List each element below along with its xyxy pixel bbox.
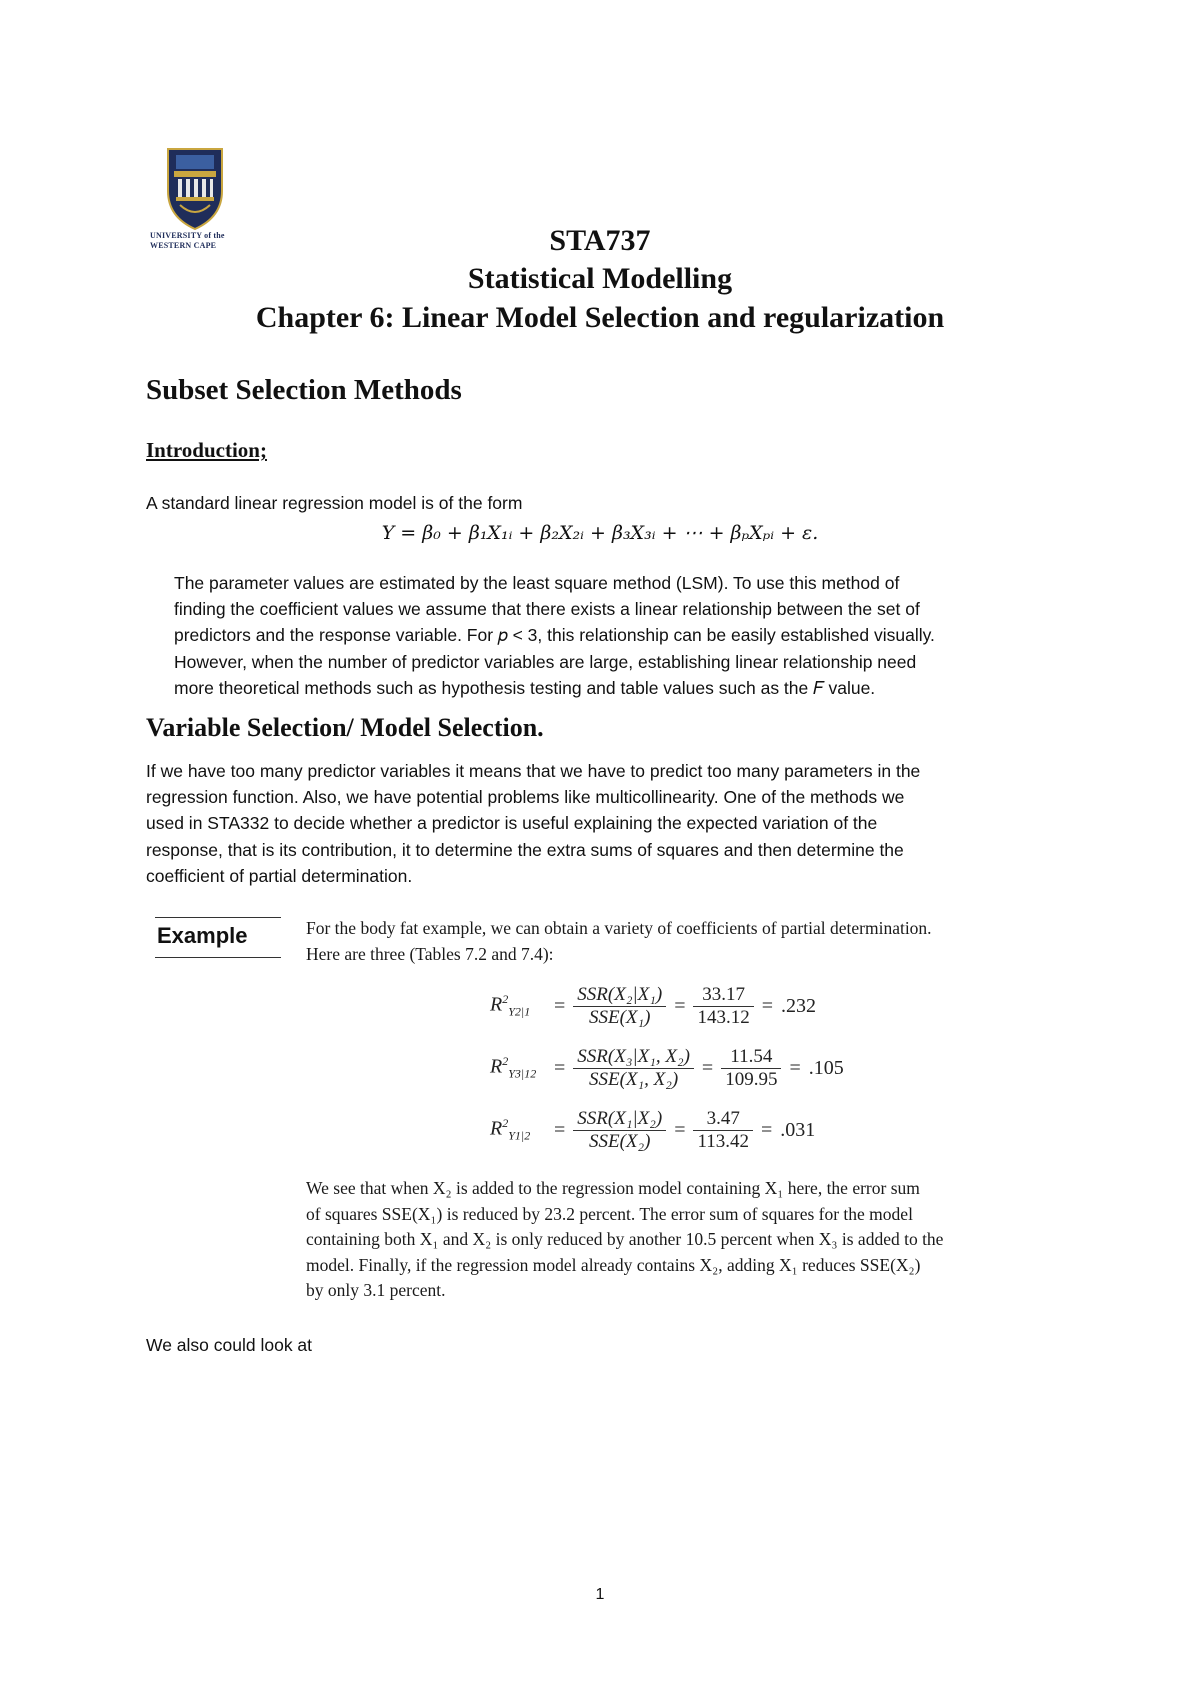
lsm-line: However, when the number of predictor variables are large, establishing linear relationship need [174, 651, 917, 672]
variable-selection-paragraph [146, 758, 1126, 889]
course-code: STA737 [549, 224, 651, 257]
conclusion-line: model. Finally, if the regression model already contains X₂, adding X₁ reduces SSE(X₂) [306, 1254, 921, 1275]
partial-determination-equation: $R^2_{Y3|12}$ = $\frac{\text{SSR(X₃|X₁, X₂)}}{\text{SSE(X₁, X₂)}}$ = $\frac{11.54}{109.95}$ = .105 [490, 1045, 844, 1090]
conclusion-line: We see that when X₂ is added to the regression model containing X₁ here, the error sum [306, 1178, 920, 1198]
conclusion-line: of squares SSE(X₁) is reduced by 23.2 percent. The error sum of squares for the model [306, 1203, 913, 1224]
intro-heading: Introduction; [146, 438, 267, 462]
equation-lhs: $R^2_{Y1|2}$ [490, 1116, 531, 1143]
intro-text: A standard linear regression model is of the form [146, 493, 523, 513]
example-intro [306, 916, 1166, 967]
vs-line: regression function. Also, we have potential problems like multicollinearity. One of the methods we [146, 787, 905, 808]
course-name: Statistical Modelling [467, 262, 733, 295]
page-number: 1 [595, 1586, 605, 1603]
equation-lhs: $R^2_{Y2|1}$ [490, 992, 531, 1019]
conclusion-line: by only 3.1 percent. [306, 1280, 446, 1300]
equation-result: .031 [780, 1118, 816, 1141]
model-equation: Y = β₀ + β₁X₁ᵢ + β₂X₂ᵢ + β₃X₃ᵢ + ⋯ + βₚXₚᵢ + ε. [381, 522, 819, 544]
vs-line: If we have too many predictor variables it means that we have to predict too many parameters in the [146, 761, 921, 781]
conclusion-line: containing both X₁ and X₂ is only reduced by another 10.5 percent when X₃ is added to the [306, 1229, 944, 1249]
closing-text: We also could look at [146, 1335, 313, 1355]
vs-line: used in STA332 to decide whether a predictor is useful explaining the expected variation of the [146, 813, 878, 834]
lsm-line: more theoretical methods such as hypothesis testing and table values such as the 𝐹 value. [174, 677, 876, 698]
equation-ratio: $\frac{\text{SSR(X₁|X₂)}}{\text{SSE(X₂)}}$ [573, 1108, 666, 1153]
partial-determination-equation: $R^2_{Y2|1}$ = $\frac{\text{SSR(X₂|X₁)}}{\text{SSE(X₁)}}$ = $\frac{33.17}{143.12}$ = .232 [490, 983, 816, 1028]
lsm-line: predictors and the response variable. For 𝑝 < 3, this relationship can be easily established visually. [174, 625, 935, 646]
equation-values: $\frac{3.47}{113.42}$ [693, 1108, 753, 1153]
partial-determination-equation: $R^2_{Y1|2}$ = $\frac{\text{SSR(X₁|X₂)}}{\text{SSE(X₂)}}$ = $\frac{3.47}{113.42}$ = .031 [490, 1107, 816, 1152]
variable-selection-title: Variable Selection/ Model Selection. [146, 713, 544, 742]
equation-values: $\frac{33.17}{143.12}$ [693, 984, 753, 1029]
equation-ratio: $\frac{\text{SSR(X₂|X₁)}}{\text{SSE(X₁)}}$ [573, 984, 666, 1029]
example-conclusion [306, 1176, 1166, 1304]
lsm-line: finding the coefficient values we assume that there exists a linear relationship between the set of [174, 599, 920, 620]
chapter-title: Chapter 6: Linear Model Selection and regularization [255, 301, 945, 334]
logo-caption-line2: WESTERN CAPE [150, 241, 217, 250]
equation-lhs: $R^2_{Y3|12}$ [490, 1054, 537, 1081]
example-badge [155, 917, 281, 959]
equation-result: .232 [781, 994, 816, 1017]
section-title: Subset Selection Methods [146, 374, 462, 406]
example-intro-line: For the body fat example, we can obtain a variety of coefficients of partial determination. [306, 918, 932, 938]
equation-ratio: $\frac{\text{SSR(X₃|X₁, X₂)}}{\text{SSE(X₁, X₂)}}$ [573, 1046, 694, 1091]
example-label: Example [157, 923, 248, 948]
logo-caption-line1: UNIVERSITY of the [150, 231, 225, 240]
badge-bottom-rule [155, 957, 281, 958]
equation-values: $\frac{11.54}{109.95}$ [721, 1046, 781, 1091]
equation-result: .105 [808, 1056, 844, 1079]
badge-top-rule [155, 917, 281, 918]
lsm-line: The parameter values are estimated by the least square method (LSM). To use this method of [174, 573, 900, 593]
lsm-paragraph [174, 570, 1124, 701]
example-intro-line: Here are three (Tables 7.2 and 7.4): [306, 943, 554, 964]
university-crest-icon [150, 145, 240, 231]
vs-line: coefficient of partial determination. [146, 865, 413, 886]
vs-line: response, that is its contribution, it to determine the extra sums of squares and then determine the [146, 839, 904, 860]
